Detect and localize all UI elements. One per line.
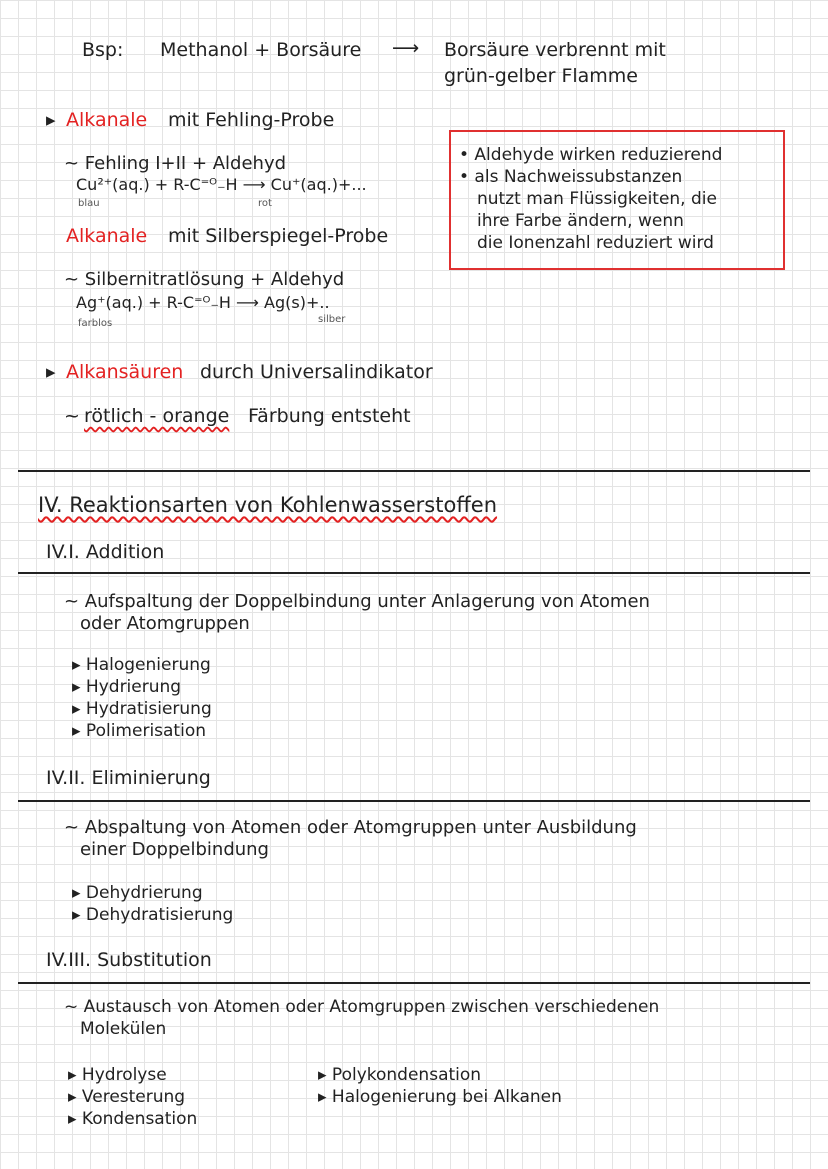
divider — [18, 470, 810, 472]
substitution-desc-line2: Molekülen — [80, 1019, 167, 1039]
example-label: Bsp: — [82, 39, 124, 61]
elimination-desc-line1: ~ Abspaltung von Atomen oder Atomgruppen unter Ausbildung — [64, 817, 637, 838]
note-line-4: ihre Farbe ändern, wenn — [477, 211, 684, 231]
example-result-line2: grün-gelber Flamme — [444, 65, 638, 87]
elimination-item: ▸ Dehydrierung — [72, 883, 203, 903]
acid-color-wavy: rötlich - orange — [84, 405, 230, 427]
substitution-item: ▸ Halogenierung bei Alkanen — [318, 1087, 562, 1107]
fehling-term: Alkanale — [66, 109, 148, 131]
fehling-equation: Cu²⁺(aq.) + R-C⁼ᴼ₋H ⟶ Cu⁺(aq.)+... — [76, 175, 367, 194]
bullet-icon: ▸ — [46, 361, 56, 383]
divider — [18, 982, 810, 984]
silver-equation: Ag⁺(aq.) + R-C⁼ᴼ₋H ⟶ Ag(s)+.. — [76, 293, 330, 312]
elimination-desc-line2: einer Doppelbindung — [80, 839, 269, 860]
silver-reagents: ~ Silbernitratlösung + Aldehyd — [64, 269, 345, 290]
addition-title: IV.I. Addition — [46, 541, 165, 563]
fehling-note-red: rot — [258, 198, 272, 209]
fehling-reagents: ~ Fehling I+II + Aldehyd — [64, 153, 287, 174]
example-result-line1: Borsäure verbrennt mit — [444, 39, 666, 61]
acid-heading: durch Universalindikator — [200, 361, 433, 383]
fehling-note-blue: blau — [78, 198, 100, 209]
substitution-item: ▸ Kondensation — [68, 1109, 198, 1129]
note-line-1: • Aldehyde wirken reduzierend — [459, 145, 723, 165]
note-line-2: • als Nachweissubstanzen — [459, 167, 683, 187]
section-title: IV. Reaktionsarten von Kohlenwasserstoffen — [38, 493, 498, 517]
bullet-icon: ▸ — [46, 109, 56, 131]
note-box — [449, 130, 785, 270]
silver-heading: mit Silberspiegel-Probe — [168, 225, 389, 247]
substitution-item: ▸ Veresterung — [68, 1087, 186, 1107]
addition-desc-line2: oder Atomgruppen — [80, 613, 250, 634]
addition-item: ▸ Polimerisation — [72, 721, 206, 741]
addition-item: ▸ Halogenierung — [72, 655, 211, 675]
addition-desc-line1: ~ Aufspaltung der Doppelbindung unter Anlagerung von Atomen — [64, 591, 650, 612]
silver-note-colorless: farblos — [78, 318, 113, 329]
elimination-item: ▸ Dehydratisierung — [72, 905, 234, 925]
substitution-desc-line1: ~ Austausch von Atomen oder Atomgruppen zwischen verschiedenen — [64, 997, 660, 1017]
acid-term: Alkansäuren — [66, 361, 184, 383]
substitution-title: IV.III. Substitution — [46, 949, 212, 971]
divider — [18, 800, 810, 802]
substitution-item: ▸ Polykondensation — [318, 1065, 482, 1085]
silver-term: Alkanale — [66, 225, 148, 247]
acid-tilde: ~ — [64, 405, 80, 427]
addition-item: ▸ Hydrierung — [72, 677, 182, 697]
note-line-3: nutzt man Flüssigkeiten, die — [477, 189, 717, 209]
divider — [18, 572, 810, 574]
fehling-heading: mit Fehling-Probe — [168, 109, 335, 131]
elimination-title: IV.II. Eliminierung — [46, 767, 211, 789]
substitution-item: ▸ Hydrolyse — [68, 1065, 167, 1085]
example-reactants: Methanol + Borsäure — [160, 39, 362, 61]
addition-item: ▸ Hydratisierung — [72, 699, 212, 719]
arrow-icon: ⟶ — [392, 37, 420, 59]
note-line-5: die Ionenzahl reduziert wird — [477, 233, 714, 253]
acid-color-rest: Färbung entsteht — [248, 405, 411, 427]
silver-note-silver: silber — [318, 314, 346, 325]
